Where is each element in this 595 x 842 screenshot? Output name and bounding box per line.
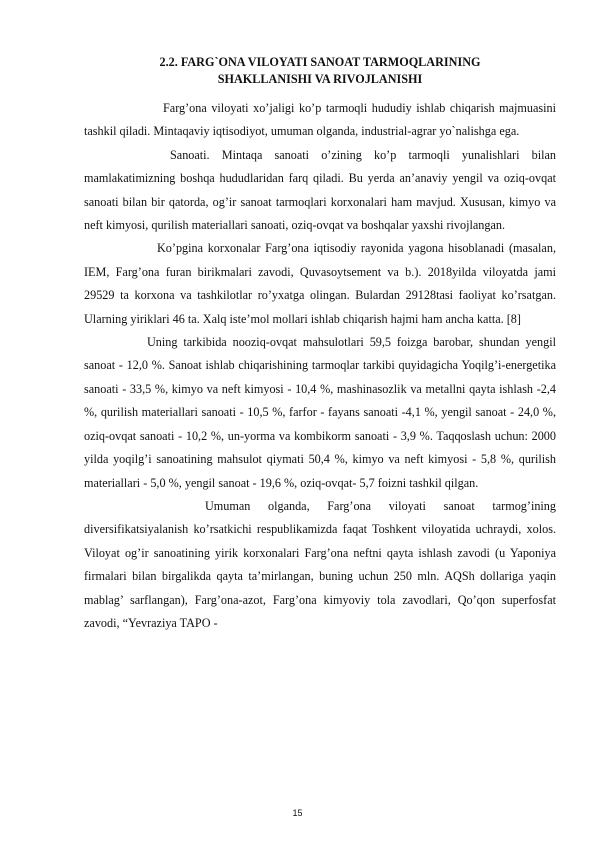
section-heading xyxy=(84,54,556,88)
paragraph-enterprises: Ko’pgina korxonalar Farg’ona iqtisodiy rayonida yagona hisoblanadi (masalan, IEM, Farg’ona furan birikmalari zavodi, Quvasoytsement va b.). 2018yilda viloyatda jami 29529 ta korxona va tashkilotlar ro’yxatga olingan. Bulardan 29128tasi faoliyat ko’rsatgan. Ularning yiriklari 46 ta. Xalq iste’mol mollari ishlab chiqarish hajmi ham ancha katta. [8] xyxy=(84,241,556,326)
paragraph-industry: Sanoati. Mintaqa sanoati o’zining ko’p tarmoqli yunalishlari bilan mamlakatimizning boshqa hududlaridan farq qiladi. Bu yerda an’anaviy yengil va oziq-ovqat sanoati bilan bir qatorda, og’ir sanoat tarmoqlari korxonalari ham mavjud. Xususan, kimyo va neft kimyosi, qurilish materiallari sanoati, oziq-ovqat va boshqalar yaxshi rivojlangan. xyxy=(84,147,556,233)
paragraph-diversification: Umuman olganda, Farg’ona viloyati sanoat tarmog’ining diversifikatsiyalanish ko’rsatkichi respublikamizda faqat Toshkent viloyatida uchraydi, xolos. Viloyat og’ir sanoatining yirik korxonalari Farg’ona neftni qayta ishlash zavodi (u Yaponiya firmalari bilan birgalikda qayta ta’mirlangan, buning uchun 250 mln. AQSh dollariga yaqin mablag’ sarflangan), Farg’ona-azot, Farg’ona kimyoviy tola zavodlari, Qo’qon superfosfat zavodi, “Yevraziya TAPO - xyxy=(84,498,556,630)
body-text xyxy=(84,97,556,635)
section-heading-line-1: 2.2. FARG`ONA VILOYATI SANOAT TARMOQLARINING xyxy=(159,55,481,69)
page-number: 15 xyxy=(292,808,303,818)
paragraph-structure: Uning tarkibida nooziq-ovqat mahsulotlari 59,5 foizga barobar, shundan yengil sanoat - 12,0 %. Sanoat ishlab chiqarishining tarmoqlar tarkibi quyidagicha Yoqilg’i-energetika sanoati - 33,5 %, kimyo va neft kimyosi - 10,4 %, mashinasozlik va metallni qayta ishlash -2,4 %, qurilish materiallari sanoati - 10,5 %, farfor - fayans sanoati -4,1 %, yengil sanoat - 24,0 %, oziq-ovqat sanoati - 10,2 %, un-yorma va kombikorm sanoati - 3,9 %. Taqqoslash uchun: 2000 yilda yoqilg’i sanoatining mahsulot qiymati 50,4 %, kimyo va neft kimyosi - 5,8 %, qurilish materiallari - 5,0 %, yengil sanoat - 19,6 %, oziq-ovqat- 5,7 foizni tashkil qilgan. xyxy=(84,335,556,490)
paragraph-intro: Farg’ona viloyati xo’jaligi ko’p tarmoqli hududiy ishlab chiqarish majmuasini tashkil qiladi. Mintaqaviy iqtisodiyot, umuman olganda, industrial-agrar yo`nalishga ega. xyxy=(84,101,556,139)
section-heading-line-2: SHAKLLANISHI VA RIVOJLANISHI xyxy=(217,72,423,86)
